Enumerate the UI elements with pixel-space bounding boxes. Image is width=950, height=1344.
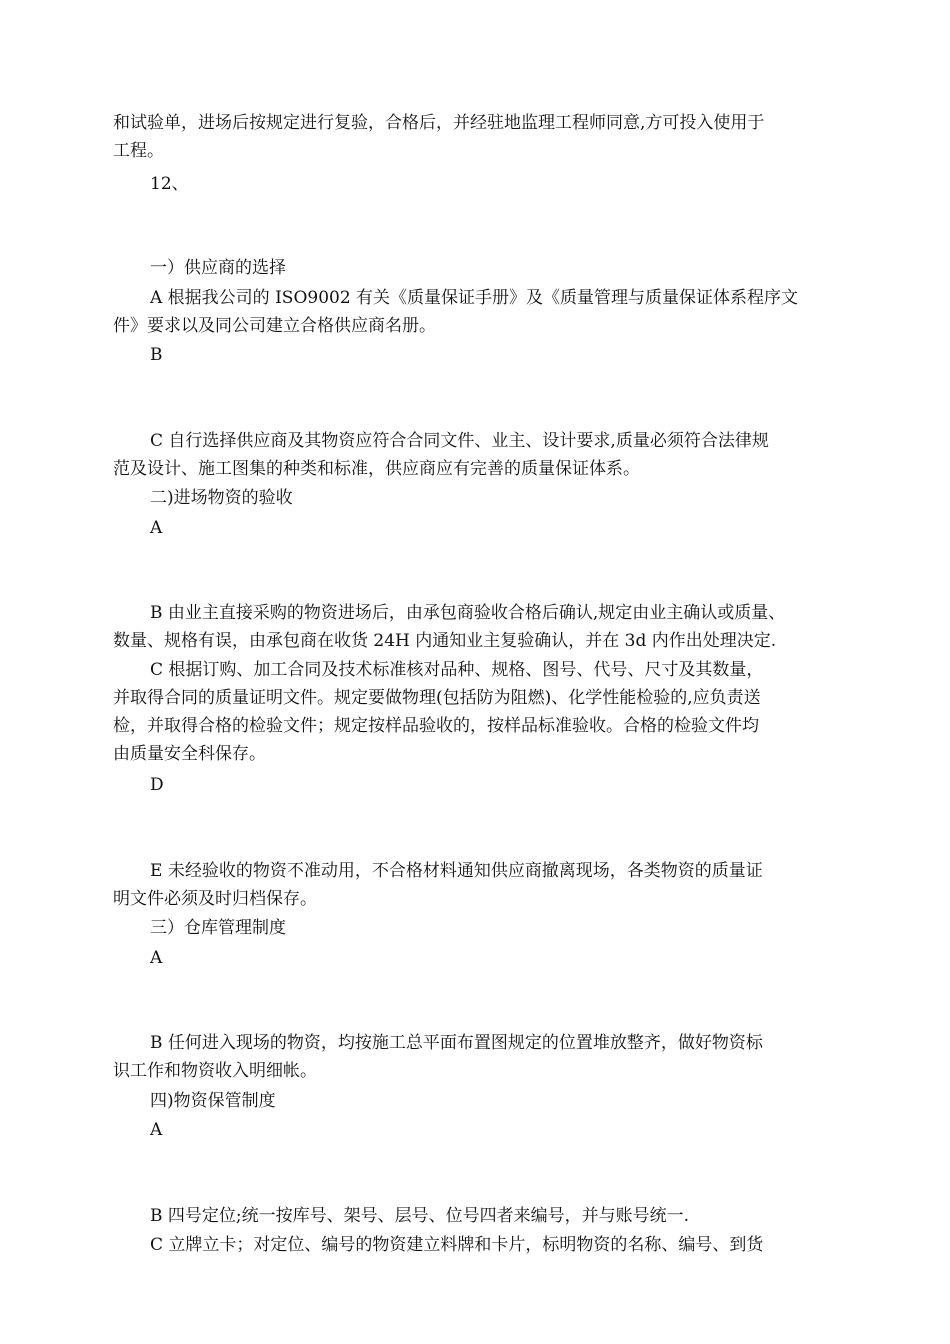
section-number xyxy=(113,170,869,198)
text-line: 检，并取得合格的检验文件；规定按样品验收的，按样品标准验收。合格的检验文件均 xyxy=(113,716,759,736)
heading-warehouse-management xyxy=(113,914,869,942)
text-line: 工程。 xyxy=(113,141,164,161)
paragraph-inspection-continued xyxy=(113,109,869,165)
heading-storage-system xyxy=(113,1087,869,1115)
paragraph-2d xyxy=(113,771,869,799)
heading-supplier-selection xyxy=(113,254,869,282)
text-line: D xyxy=(150,775,164,795)
text-line: B 任何进入现场的物资，均按施工总平面布置图规定的位置堆放整齐，做好物资标 xyxy=(150,1033,763,1053)
text-line: C 根据订购、加工合同及技术标准核对品种、规格、图号、代号、尺寸及其数量， xyxy=(150,660,764,680)
text-line: 由质量安全科保存。 xyxy=(113,744,266,764)
paragraph-4c xyxy=(113,1231,869,1259)
text-line: C 自行选择供应商及其物资应符合合同文件、业主、设计要求,质量必须符合法律规 xyxy=(150,431,769,451)
paragraph-4a xyxy=(113,1116,869,1144)
text-line: 12、 xyxy=(150,174,189,194)
text-line: 二)进场物资的验收 xyxy=(150,488,293,508)
paragraph-4b xyxy=(113,1202,869,1230)
text-line: 三）仓库管理制度 xyxy=(150,918,286,938)
text-line: A xyxy=(150,948,163,968)
text-line: A 根据我公司的 ISO9002 有关《质量保证手册》及《质量管理与质量保证体系程序文 xyxy=(150,288,799,308)
text-line: 一）供应商的选择 xyxy=(150,258,286,278)
paragraph-3b xyxy=(113,1029,869,1085)
text-line: A xyxy=(150,1120,163,1140)
text-line: E 未经验收的物资不准动用，不合格材料通知供应商撤离现场，各类物资的质量证 xyxy=(150,861,763,881)
text-line: 识工作和物资收入明细帐。 xyxy=(113,1061,317,1081)
text-line: 数量、规格有误，由承包商在收货 24H 内通知业主复验确认，并在 3d 内作出处理决定. xyxy=(113,631,777,651)
text-line: B 四号定位;统一按库号、架号、层号、位号四者来编号，并与账号统一. xyxy=(150,1206,690,1226)
text-line: 并取得合同的质量证明文件。规定要做物理(包括防为阻燃)、化学性能检验的,应负责送 xyxy=(113,688,761,708)
text-line: 明文件必须及时归档保存。 xyxy=(113,889,317,909)
text-line: B xyxy=(150,345,163,365)
paragraph-2e xyxy=(113,857,869,913)
text-line: 和试验单，进场后按规定进行复验，合格后，并经驻地监理工程师同意,方可投入使用于 xyxy=(113,113,765,133)
paragraph-2b xyxy=(113,599,869,655)
paragraph-2a xyxy=(113,514,869,542)
paragraph-1a xyxy=(113,284,869,340)
text-line: 件》要求以及同公司建立合格供应商名册。 xyxy=(113,316,436,336)
text-line: B 由业主直接采购的物资进场后，由承包商验收合格后确认,规定由业主确认或质量、 xyxy=(150,603,786,623)
paragraph-3a xyxy=(113,944,869,972)
paragraph-2c xyxy=(113,656,869,768)
text-line: 四)物资保管制度 xyxy=(150,1091,276,1111)
heading-incoming-inspection xyxy=(113,484,869,512)
paragraph-1b xyxy=(113,341,869,369)
text-line: 范及设计、施工图集的种类和标准，供应商应有完善的质量保证体系。 xyxy=(113,459,640,479)
text-line: A xyxy=(150,518,163,538)
paragraph-1c xyxy=(113,427,869,483)
text-line: C 立牌立卡；对定位、编号的物资建立料牌和卡片，标明物资的名称、编号、到货 xyxy=(150,1235,764,1255)
